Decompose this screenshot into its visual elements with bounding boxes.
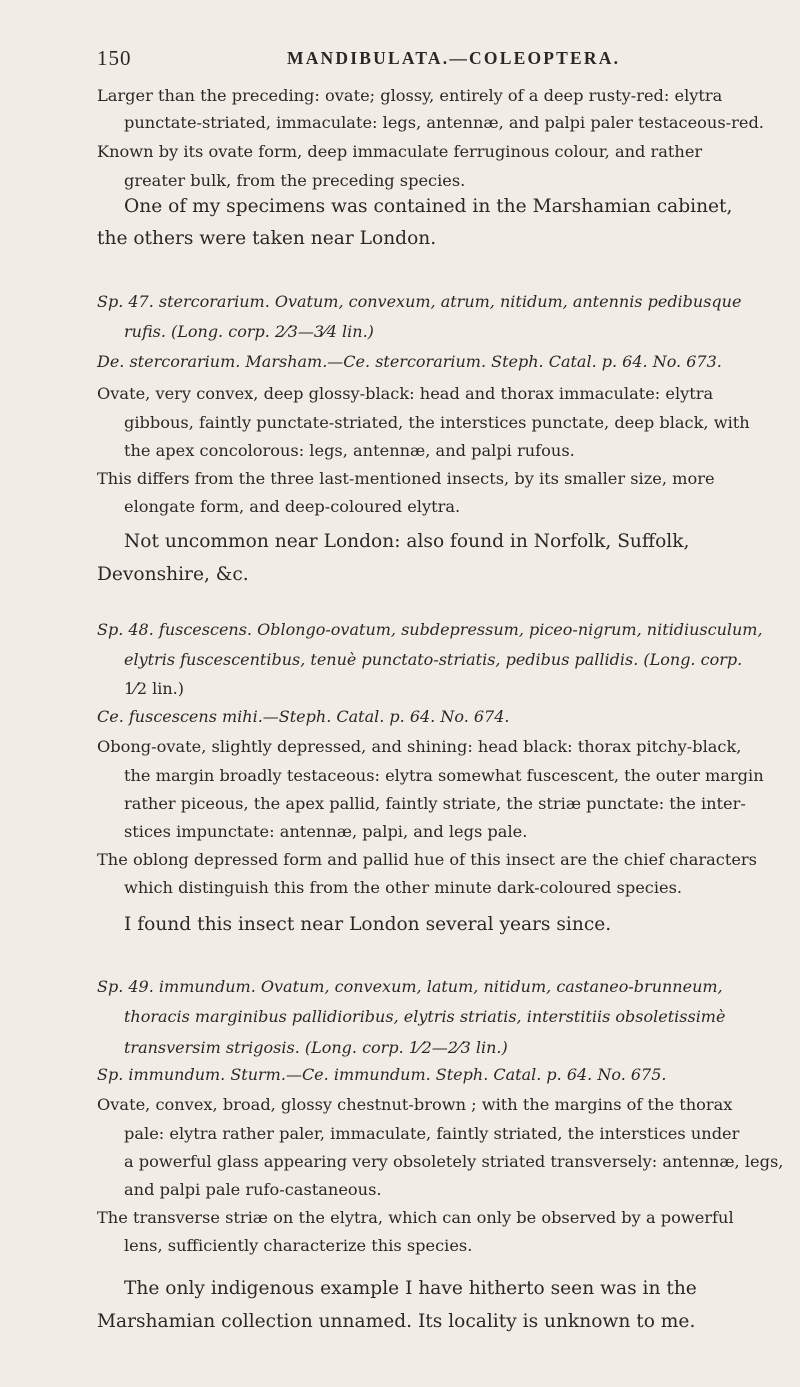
- text-line: the others were taken near London.: [97, 228, 437, 249]
- text-line: the margin broadly testaceous: elytra somewhat fuscescent, the outer margin: [124, 766, 764, 785]
- text-line: This differs from the three last-mentioned insects, by its smaller size, more: [97, 469, 715, 488]
- text-line: Ovate, very convex, deep glossy-black: head and thorax immaculate: elytra: [97, 384, 714, 403]
- synonymy-line: Ce. fuscescens mihi.—Steph. Catal. p. 64. No. 674.: [97, 707, 510, 726]
- text-line: Marshamian collection unnamed. Its locality is unknown to me.: [97, 1311, 696, 1332]
- diagnosis-line: 1⁄2 lin.): [124, 679, 184, 698]
- text-line: pale: elytra rather paler, immaculate, faintly striated, the interstices under: [124, 1124, 740, 1143]
- text-line: Ovate, convex, broad, glossy chestnut-brown ; with the margins of the thorax: [97, 1095, 733, 1114]
- text-line: rather piceous, the apex pallid, faintly striate, the striæ punctate: the inter-: [124, 794, 746, 813]
- page-header: [97, 46, 704, 74]
- synonymy-line: Sp. immundum. Sturm.—Ce. immundum. Steph. Catal. p. 64. No. 675.: [97, 1065, 667, 1084]
- text-line: gibbous, faintly punctate-striated, the interstices punctate, deep black, with: [124, 413, 750, 432]
- diagnosis-line: Sp. 48. fuscescens. Oblongo-ovatum, subdepressum, piceo-nigrum, nitidiusculum,: [97, 620, 763, 639]
- text-line: the apex concolorous: legs, antennæ, and palpi rufous.: [124, 441, 575, 460]
- text-line: Known by its ovate form, deep immaculate ferruginous colour, and rather: [97, 142, 703, 161]
- diagnosis-line: Sp. 47. stercorarium. Ovatum, convexum, atrum, nitidum, antennis pedibusque: [97, 292, 742, 311]
- text-line: Devonshire, &c.: [97, 564, 249, 585]
- text-line: stices impunctate: antennæ, palpi, and legs pale.: [124, 822, 528, 841]
- text-line: Not uncommon near London: also found in Norfolk, Suffolk,: [124, 531, 690, 552]
- diagnosis-line: thoracis marginibus pallidioribus, elytris striatis, interstitiis obsoletissimè: [124, 1007, 726, 1026]
- text-line: I found this insect near London several years since.: [124, 914, 612, 935]
- diagnosis-line: Sp. 49. immundum. Ovatum, convexum, latum, nitidum, castaneo-brunneum,: [97, 977, 723, 996]
- text-line: which distinguish this from the other minute dark-coloured species.: [124, 878, 683, 897]
- text-line: greater bulk, from the preceding species.: [124, 171, 466, 190]
- page-number: 150: [97, 46, 132, 70]
- text-line: Obong-ovate, slightly depressed, and shining: head black: thorax pitchy-black,: [97, 737, 742, 756]
- text-line: One of my specimens was contained in the Marshamian cabinet,: [124, 196, 733, 217]
- diagnosis-line: transversim strigosis. (Long. corp. 1⁄2—2⁄3 lin.): [124, 1038, 508, 1057]
- synonymy-line: De. stercorarium. Marsham.—Ce. stercorarium. Steph. Catal. p. 64. No. 673.: [97, 352, 722, 371]
- text-line: lens, sufficiently characterize this species.: [124, 1236, 473, 1255]
- diagnosis-line: elytris fuscescentibus, tenuè punctato-striatis, pedibus pallidis. (Long. corp.: [124, 650, 743, 669]
- diagnosis-line: rufis. (Long. corp. 2⁄3—3⁄4 lin.): [124, 322, 374, 341]
- text-line: punctate-striated, immaculate: legs, antennæ, and palpi paler testaceous-red.: [124, 113, 764, 132]
- text-line: and palpi pale rufo-castaneous.: [124, 1180, 382, 1199]
- text-line: The only indigenous example I have hitherto seen was in the: [124, 1278, 697, 1299]
- text-line: Larger than the preceding: ovate; glossy, entirely of a deep rusty-red: elytra: [97, 86, 723, 105]
- text-line: elongate form, and deep-coloured elytra.: [124, 497, 461, 516]
- text-line: The oblong depressed form and pallid hue of this insect are the chief characters: [97, 850, 757, 869]
- running-title: MANDIBULATA.—COLEOPTERA.: [287, 48, 621, 68]
- text-line: The transverse striæ on the elytra, which can only be observed by a powerful: [97, 1208, 734, 1227]
- text-line: a powerful glass appearing very obsoletely striated transversely: antennæ, legs,: [124, 1152, 784, 1171]
